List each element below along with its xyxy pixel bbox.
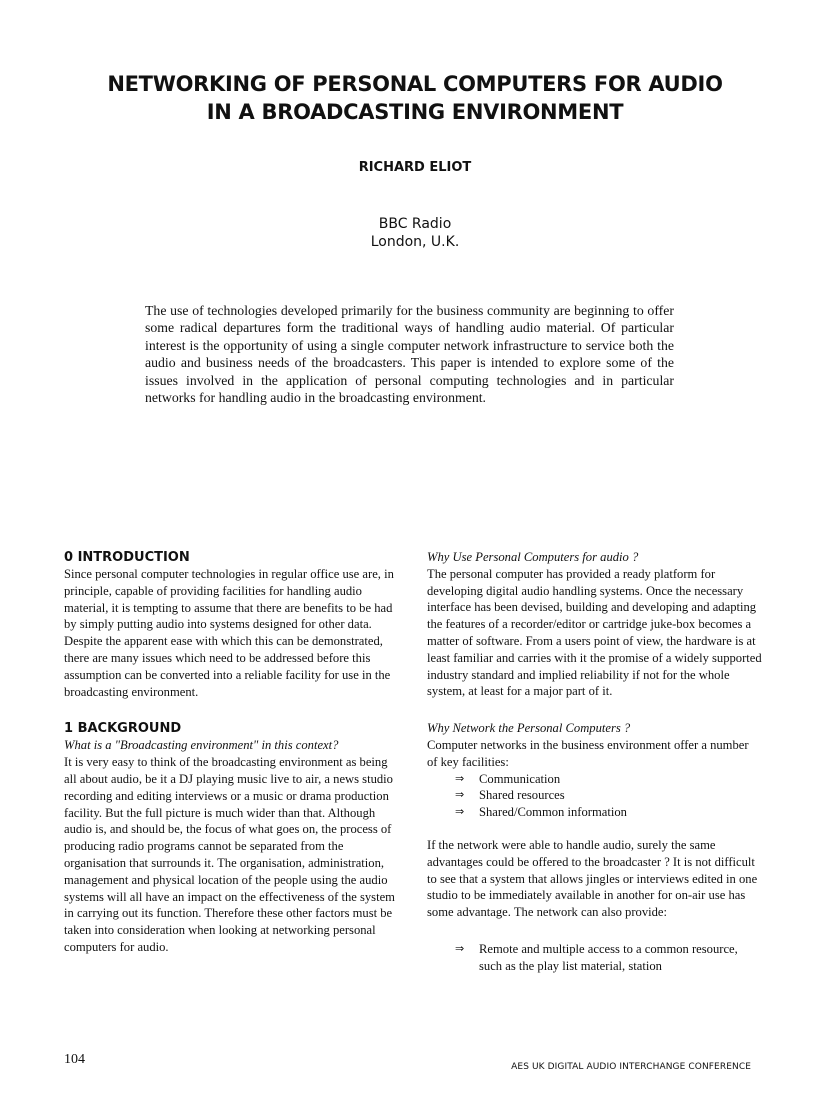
title-line-2: IN A BROADCASTING ENVIRONMENT (206, 100, 624, 124)
subheading-why-network: Why Network the Personal Computers ? (427, 721, 631, 736)
list-item: ⇒ Remote and multiple access to a common resource, such as the play list material, station (455, 941, 738, 973)
arrow-right-icon: ⇒ (455, 772, 465, 785)
right-column (427, 549, 762, 975)
author-name: RICHARD ELIOT (358, 160, 472, 175)
list-item: ⇒ Communication (455, 771, 561, 786)
facilities-list (427, 771, 762, 821)
title-line-1: NETWORKING OF PERSONAL COMPUTERS FOR AUDIO (107, 72, 723, 96)
list-item: ⇒ Shared/Common information (455, 805, 627, 820)
introduction-paragraph: Since personal computer technologies in regular office use are, in principle, capable of providing facilities for handling audio material, it is tempting to assume that there are benefits to be had by simply putting audio into systems designed for other data. Despite the apparent ease with which this can be demonstrated, there are many issues which need to be addressed before this assumption can be converted into a reliable facility for use in the broadcasting environment. (64, 567, 394, 699)
list-item: ⇒ Shared resources (455, 788, 565, 803)
subheading-broadcasting-environment: What is a "Broadcasting environment" in this context? (64, 738, 339, 753)
abstract: The use of technologies developed primarily for the business community are beginning to offer some radical departures form the traditional ways of handling audio material. Of particular interest is the opportunity of using a single computer network infrastructure to service both the audio and business needs of the broadcasters. This paper is intended to explore some of the issues involved in the application of personal computing technologies and in particular networks for handling audio in the broadcasting environment. (145, 303, 674, 406)
affiliation (300, 215, 530, 251)
arrow-right-icon: ⇒ (455, 942, 465, 955)
section-heading-background: 1 BACKGROUND (64, 721, 182, 737)
left-column (64, 549, 399, 956)
background-paragraph: It is very easy to think of the broadcasting environment as being all about audio, be it a DJ playing music live to air, a news studio recording and editing interviews or a music or drama production facility. But the full picture is much wider than that. Although audio is, and should be, the focus of what goes on, the process of producing radio programs cannot be separated from the organisation that surrounds it. The organisation, administration, management and physical location of the people using the audio systems will all have an impact on the effectiveness of the system in carrying out its function. Therefore these other factors must be taken into consideration when looking at networking personal computers for audio. (64, 755, 395, 954)
affiliation-org: BBC Radio (378, 216, 452, 232)
arrow-right-icon: ⇒ (455, 806, 465, 819)
audio-network-paragraph: If the network were able to handle audio, surely the same advantages could be offered to the broadcaster ? It is not difficult to see that a system that allows jingles or interviews edited in one studio to be immediately available in another for on-air use has some advantage. The network can also provide: (427, 837, 758, 920)
affiliation-location: London, U.K. (370, 234, 460, 250)
why-network-paragraph: Computer networks in the business environment offer a number of key facilities: (427, 737, 749, 769)
page-number: 104 (64, 1052, 85, 1067)
conference-footer: AES UK DIGITAL AUDIO INTERCHANGE CONFERENCE (511, 1062, 751, 1072)
subheading-why-personal-computers: Why Use Personal Computers for audio ? (427, 550, 639, 564)
arrow-right-icon: ⇒ (455, 789, 465, 802)
section-heading-introduction: 0 INTRODUCTION (64, 550, 190, 565)
provide-list (427, 941, 762, 975)
paper-title (60, 70, 770, 126)
why-pc-paragraph: The personal computer has provided a ready platform for developing digital audio handling systems. Once the necessary interface has been devised, building and developing and adapting the features of a recorder/editor or cartridge juke-box becomes a matter of software. From a users point of view, the hardware is at least familiar and carries with it the promise of a widely supported industry standard and implied reliability if not for the whole system, at least for a major part of it. (427, 566, 762, 699)
